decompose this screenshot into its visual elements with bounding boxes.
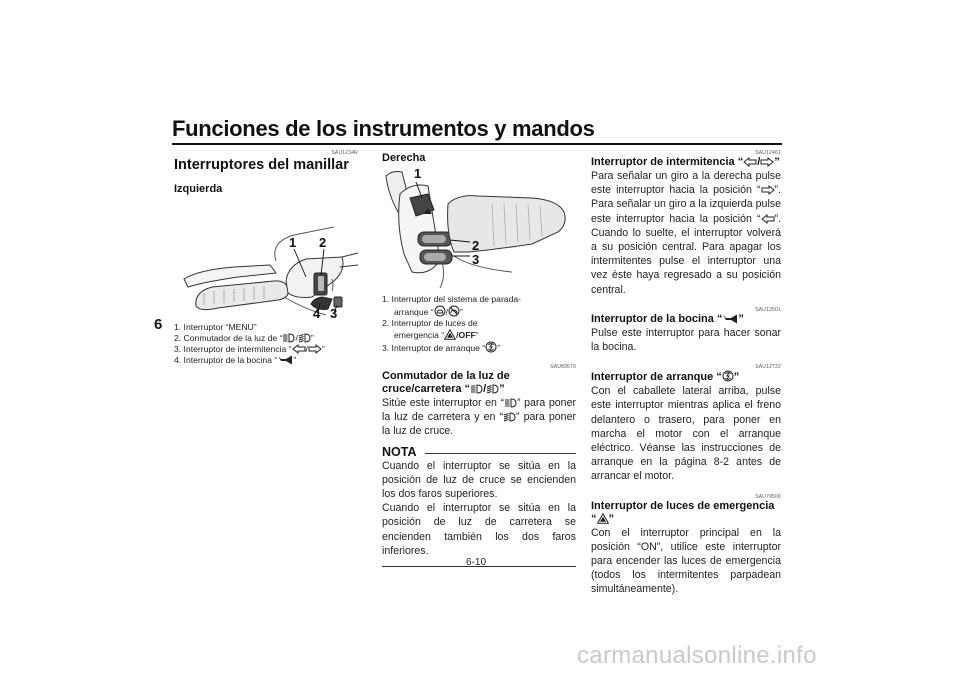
subtitle-right: Derecha: [382, 152, 426, 164]
right-column: [591, 150, 781, 597]
right-handlebar-drawing: [386, 172, 565, 289]
start-switch-heading: Interruptor de arranque “ ”: [591, 371, 740, 384]
high-beam-icon: [470, 384, 483, 394]
header-rule: [172, 143, 782, 145]
caption-horn-switch: 4. Interruptor de la bocina “ ”: [174, 355, 297, 365]
caption-light-switch: 2. Conmutador de la luz de “ / ”: [174, 333, 314, 343]
caption-start: 3. Interruptor de arranque “ ”: [382, 343, 501, 353]
turn-left-arrow-icon: [743, 157, 757, 167]
caption-stop-switch-b: arranque “ / ”: [394, 307, 463, 317]
high-beam-icon: [282, 333, 295, 343]
horn-icon: [277, 355, 293, 365]
start-icon: [722, 370, 734, 382]
engine-stop-icon: [448, 305, 460, 317]
hazard-switch-heading: Interruptor de luces de emergencia “ ”: [591, 499, 775, 525]
page-number: 6-10: [466, 557, 487, 568]
turn-switch-heading: Interruptor de intermitencia “ / ”: [591, 156, 780, 168]
page-title: Funciones de los instrumentos y mandos: [172, 116, 595, 141]
nota-paragraph-2: Cuando el interruptor se sitúa en la posición de luz de carretera se encienden también los dos faros inferiores.: [382, 502, 576, 557]
caption-menu: 1. Interruptor “MENU”: [174, 322, 257, 332]
ref-code: SAU1234R: [331, 150, 358, 156]
right-callout-3: 3: [472, 252, 480, 267]
hazard-icon: [444, 329, 456, 340]
caption-stop-switch-a: 1. Interruptor del sistema de parada-: [382, 294, 522, 304]
start-icon: [485, 341, 497, 353]
high-beam-icon: [504, 398, 517, 408]
caption-hazard-a: 2. Interruptor de luces de: [382, 318, 478, 328]
right-callout-1: 1: [414, 166, 422, 181]
turn-right-arrow-icon: [761, 185, 775, 195]
caption-turn-switch: 3. Interruptor de intermitencia “ / ”: [174, 344, 325, 354]
caption-hazard-b: emergencia “ /OFF”: [394, 330, 479, 340]
watermark: carmanualsonline.info: [577, 642, 817, 669]
subtitle-left: Izquierda: [174, 183, 223, 195]
left-handlebar-illustration: [174, 197, 358, 319]
beam-switch-heading: Conmutador de la luz de cruce/carretera “ / ”: [382, 370, 510, 395]
turn-switch-body: Para señalar un giro a la derecha pulse este interruptor hacia la posición “ ”. Para señalar un giro a la izquierda pulse este interruptor hacia la posición “ ”. Cuando lo suelte, el interruptor volverá a su posición central. Para apagar los intermitentes pulse el interruptor una vez éste haya regresado a su posición central.: [591, 170, 781, 296]
chapter-number: 6: [154, 316, 163, 333]
turn-right-arrow-icon: [308, 344, 322, 354]
right-callout-2: 2: [472, 238, 480, 253]
turn-left-arrow-icon: [761, 214, 775, 224]
left-callout-2: 2: [319, 235, 327, 250]
turn-right-arrow-icon: [760, 157, 774, 167]
left-handlebar-drawing: [184, 227, 358, 315]
left-captions: [174, 322, 358, 366]
horn-switch-heading: Interruptor de la bocina “ ”: [591, 312, 744, 325]
hazard-icon: [597, 513, 609, 524]
nota-paragraph-1: Cuando el interruptor se sitúa en la posición de luz de cruce se encienden los dos faros superiores.: [382, 459, 576, 501]
beam-switch-body: Sitúe este interruptor en “ ” para poner la luz de carretera y en “ ” para poner la luz de cruce.: [382, 397, 576, 438]
horn-icon: [722, 314, 738, 324]
ref-code: SAU79500: [755, 493, 781, 500]
left-column: [174, 150, 358, 366]
ref-code: SAU12461: [755, 150, 781, 156]
right-captions: [382, 294, 576, 354]
horn-switch-body: Pulse este interruptor para hacer sonar la bocina.: [591, 326, 781, 354]
ref-code: SAU12501: [755, 306, 781, 313]
left-callout-3: 3: [330, 306, 338, 319]
middle-column: [382, 150, 576, 567]
ref-code: SAU12722: [755, 364, 781, 371]
ref-code: SAU89570: [550, 364, 576, 370]
low-beam-icon: [298, 333, 311, 343]
nota-heading: NOTA: [382, 445, 576, 459]
turn-left-arrow-icon: [292, 344, 306, 354]
left-callout-4: 4: [313, 306, 321, 319]
left-callout-1: 1: [289, 235, 297, 250]
low-beam-icon: [486, 384, 499, 394]
hazard-switch-body: Con el interruptor principal en la posición “ON”, utilice este interruptor para encender las luces de emergencia (todos los intermitentes parpadean simultáneamente).: [591, 526, 781, 596]
low-beam-icon: [503, 412, 516, 422]
engine-run-icon: [434, 305, 446, 317]
section-title: Interruptores del manillar: [174, 157, 349, 173]
start-switch-body: Con el caballete lateral arriba, pulse este interruptor mientras aplica el freno delantero o trasero, para poner en marcha el motor con el arranque eléctrico. Véanse las instrucciones de arranque en la página 8-2 antes de arrancar el motor.: [591, 385, 781, 483]
right-handlebar-illustration: [382, 164, 576, 292]
